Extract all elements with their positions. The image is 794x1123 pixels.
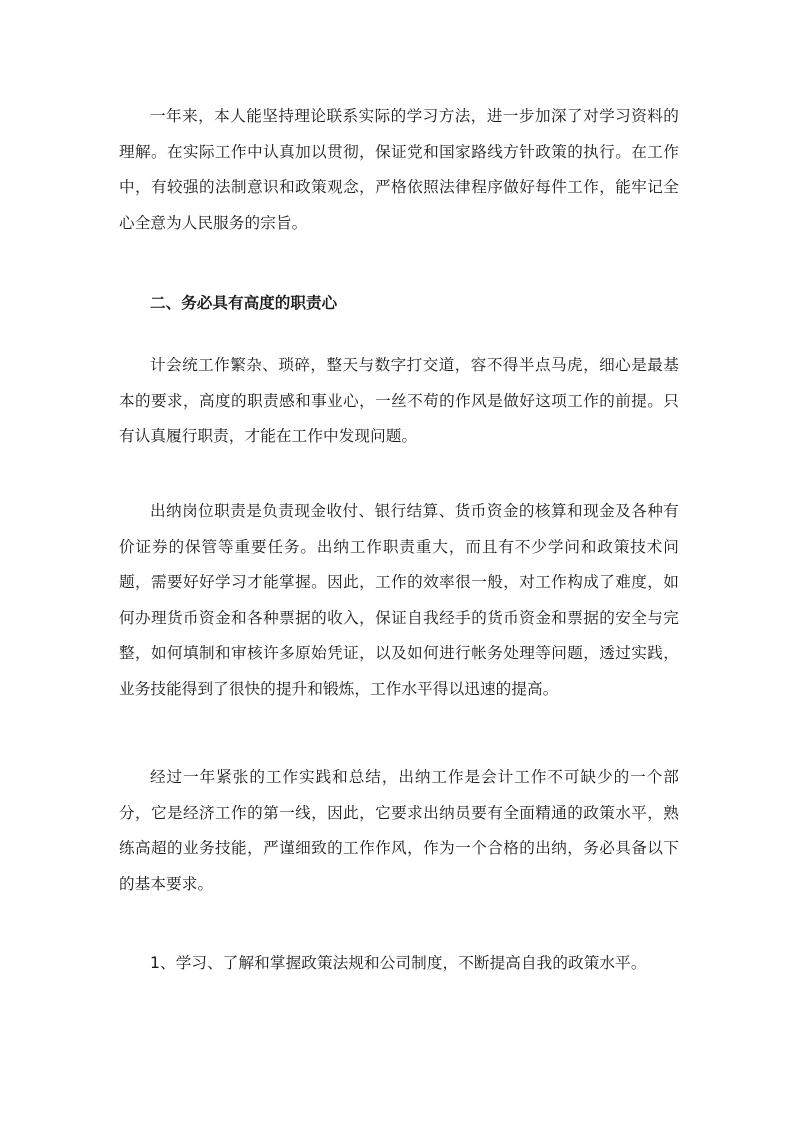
paragraph-cashier-requirements: 经过一年紧张的工作实践和总结，出纳工作是会计工作不可缺少的一个部分，它是经济工作的第一线，因此，它要求出纳员要有全面精通的政策水平，熟练高超的业务技能，严谨细致的工作作风，作为一个合格的出纳，务必具备以下的基本要求。 — [119, 768, 679, 893]
paragraph-accounting-work: 计会统工作繁杂、琐碎，整天与数字打交道，容不得半点马虎，细心是最基本的要求，高度的职责感和事业心，一丝不苟的作风是做好这项工作的前提。只有认真履行职责，才能在工作中发现问题。 — [119, 356, 679, 445]
paragraph-study-method: 一年来，本人能坚持理论联系实际的学习方法，进一步加深了对学习资料的理解。在实际工作中认真加以贯彻，保证党和国家路线方针政策的执行。在工作中，有较强的法制意识和政策观念，严格依照法律程序做好每件工作，能牢记全心全意为人民服务的宗旨。 — [119, 107, 679, 232]
list-item-policy-study: 1、学习、了解和掌握政策法规和公司制度，不断提高自我的政策水平。 — [150, 954, 647, 972]
section-heading-responsibility: 二、务必具有高度的职责心 — [150, 294, 338, 312]
paragraph-cashier-duties: 出纳岗位职责是负责现金收付、银行结算、货币资金的核算和现金及各种有价证券的保管等重要任务。出纳工作职责重大，而且有不少学问和政策技术问题，需要好好学习才能掌握。因此，工作的效率很一般，对工作构成了难度，如何办理货币资金和各种票据的收入，保证自我经手的货币资金和票据的安全与完整，如何填制和审核许多原始凭证，以及如何进行帐务处理等问题，透过实践，业务技能得到了很快的提升和锻炼，工作水平得以迅速的提高。 — [119, 502, 679, 698]
